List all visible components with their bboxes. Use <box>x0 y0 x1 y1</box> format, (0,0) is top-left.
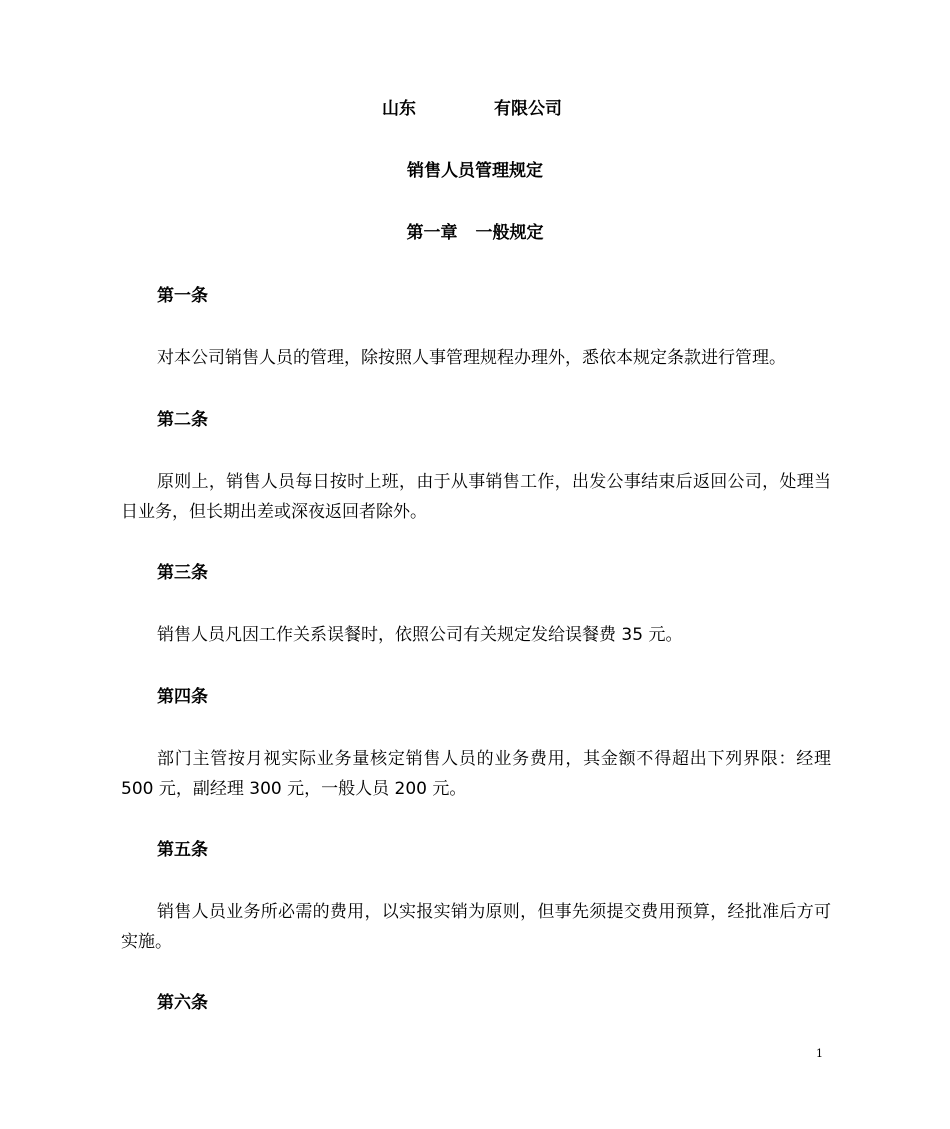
company-name-prefix: 山东 <box>382 99 416 119</box>
company-name <box>0 97 950 121</box>
document-title: 销售人员管理规定 <box>407 161 543 181</box>
article-2-body: 原则上，销售人员每日按时上班，由于从事销售工作，出发公事结束后返回公司，处理当日业务，但长期出差或深夜返回者除外。 <box>121 472 831 522</box>
article-5-heading: 第五条 <box>157 840 208 860</box>
chapter-title: 一般规定 <box>475 223 544 243</box>
page-number: 1 <box>816 1047 823 1060</box>
article-3-heading: 第三条 <box>157 563 208 583</box>
company-name-suffix: 有限公司 <box>494 99 562 119</box>
article-1-heading: 第一条 <box>157 286 208 306</box>
article-5-body: 销售人员业务所必需的费用，以实报实销为原则，但事先须提交费用预算，经批准后方可实施。 <box>121 902 831 952</box>
article-1-body: 对本公司销售人员的管理，除按照人事管理规程办理外，悉依本规定条款进行管理。 <box>157 348 786 368</box>
chapter-number: 第一章 <box>406 223 458 243</box>
article-6-heading: 第六条 <box>157 993 208 1013</box>
article-3-body: 销售人员凡因工作关系误餐时，依照公司有关规定发给误餐费 35 元。 <box>157 625 683 645</box>
article-4-body: 部门主管按月视实际业务量核定销售人员的业务费用，其金额不得超出下列界限：经理 500 元，副经理 300 元，一般人员 200 元。 <box>121 749 831 799</box>
chapter-heading <box>0 221 950 245</box>
article-4-heading: 第四条 <box>157 687 208 707</box>
article-2-heading: 第二条 <box>157 410 208 430</box>
